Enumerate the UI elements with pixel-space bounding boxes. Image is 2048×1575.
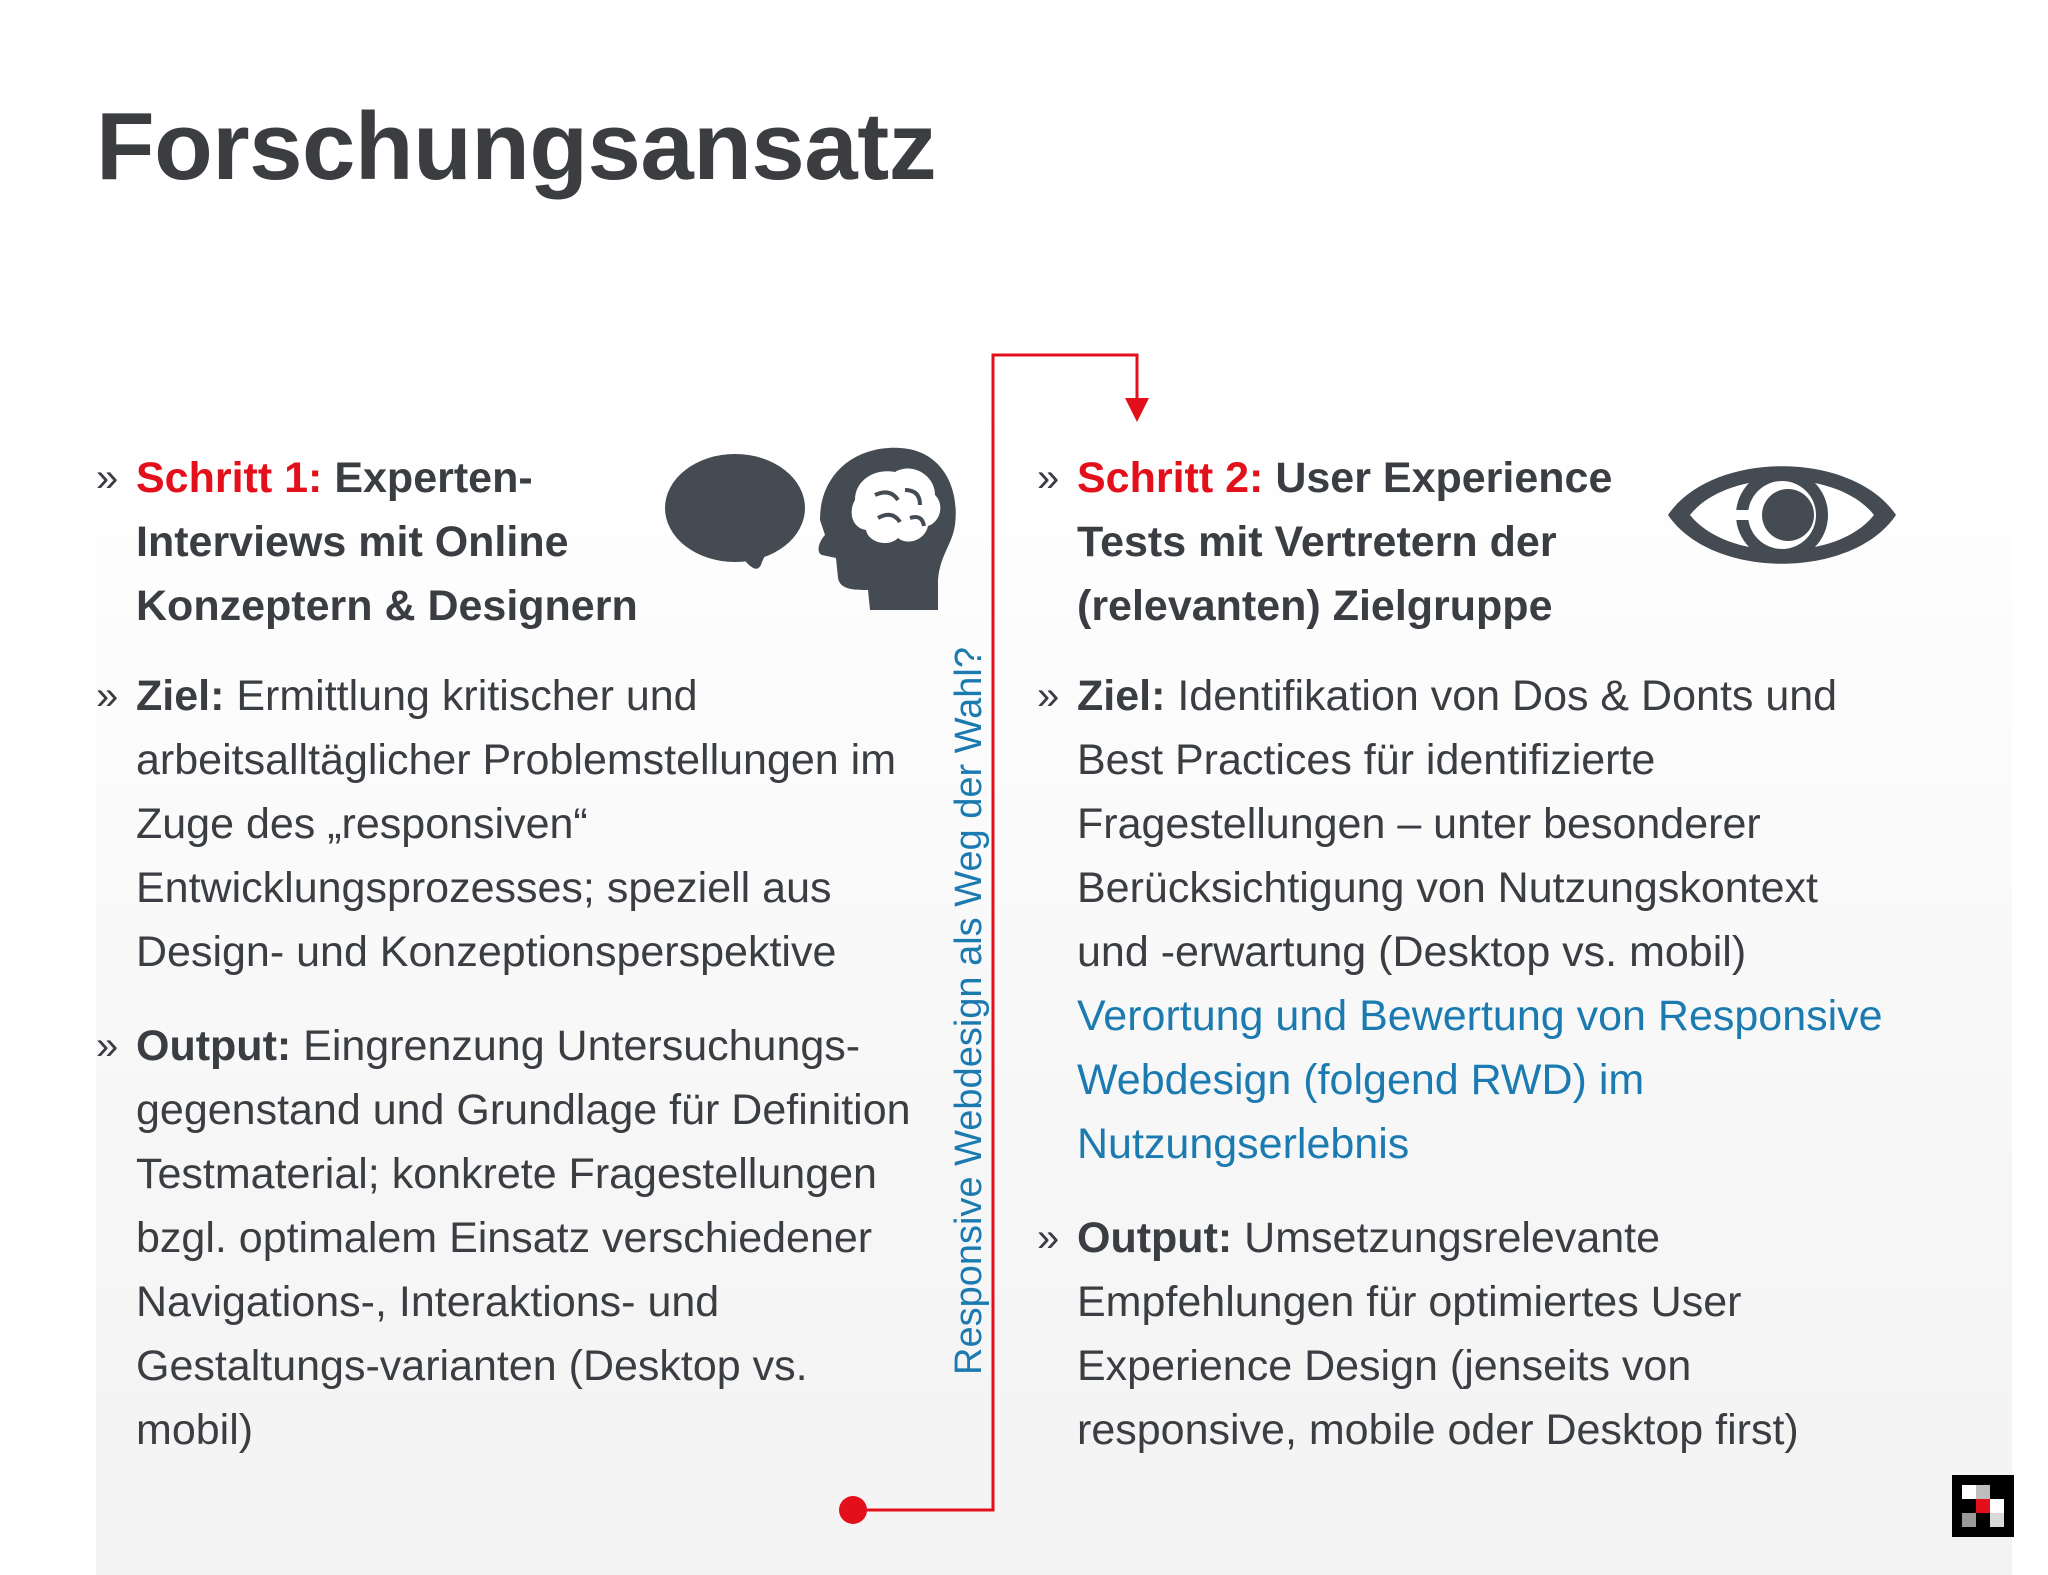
bullet-marker: »	[1037, 1216, 1060, 1260]
bullet-marker: »	[1037, 674, 1060, 718]
bullet-marker: »	[96, 456, 119, 500]
logo-icon	[1952, 1475, 2014, 1537]
output-text-right: Umsetzungsrelevante Empfehlungen für optimiertes User Experience Design (jenseits von responsive, mobile oder Desktop first)	[1077, 1214, 1799, 1454]
step-2-text: User Experience Tests mit Vertretern der (relevanten) Zielgruppe	[1077, 454, 1613, 630]
goal-text-right: Identifikation von Dos & Donts und Best Practices für identifizierte Fragestellungen – unter besonderer Berücksichtigung von Nutzungskontext und -erwartung (Desktop vs. mobil)	[1077, 672, 1838, 976]
bullet-marker: »	[1037, 456, 1060, 500]
step-2-label: Schritt 2:	[1077, 454, 1264, 502]
goal-label-right: Ziel:	[1077, 672, 1166, 720]
right-column	[1037, 446, 1897, 1488]
step-1-text: Experten-Interviews mit Online Konzeptern & Designern	[136, 454, 638, 630]
flow-start-dot	[839, 1496, 867, 1524]
goal-bullet-left	[96, 664, 916, 984]
step-1-bullet	[96, 446, 676, 638]
output-label-right: Output:	[1077, 1214, 1233, 1262]
step-1-label: Schritt 1:	[136, 454, 323, 502]
output-text-left: Eingrenzung Untersuchungs-gegenstand und Grundlage für Definition Testmaterial; konkrete Fragestellungen bzgl. optimalem Einsatz verschiedener Navigations-, Interaktions- und Gestaltungs-varianten (Desktop vs. mobil)	[136, 1022, 911, 1454]
output-bullet-left	[96, 1014, 916, 1462]
output-label-left: Output:	[136, 1022, 292, 1070]
output-bullet-right	[1037, 1206, 1897, 1462]
step-2-bullet	[1037, 446, 1647, 638]
goal-label-left: Ziel:	[136, 672, 225, 720]
goal-bullet-right	[1037, 664, 1897, 1176]
vertical-question-label: Responsive Webdesign als Weg der Wahl?	[948, 646, 990, 1375]
bullet-marker: »	[96, 674, 119, 718]
goal-highlight-right: Verortung und Bewertung von Responsive Webdesign (folgend RWD) im Nutzungserlebnis	[1077, 992, 1883, 1168]
goal-text-left: Ermittlung kritischer und arbeitsalltäglicher Problemstellungen im Zuge des „responsiven“ Entwicklungsprozesses; speziell aus Design- und Konzeptionsperspektive	[136, 672, 897, 976]
page-title: Forschungsansatz	[96, 93, 937, 200]
bullet-marker: »	[96, 1024, 119, 1068]
left-column	[96, 446, 916, 1488]
